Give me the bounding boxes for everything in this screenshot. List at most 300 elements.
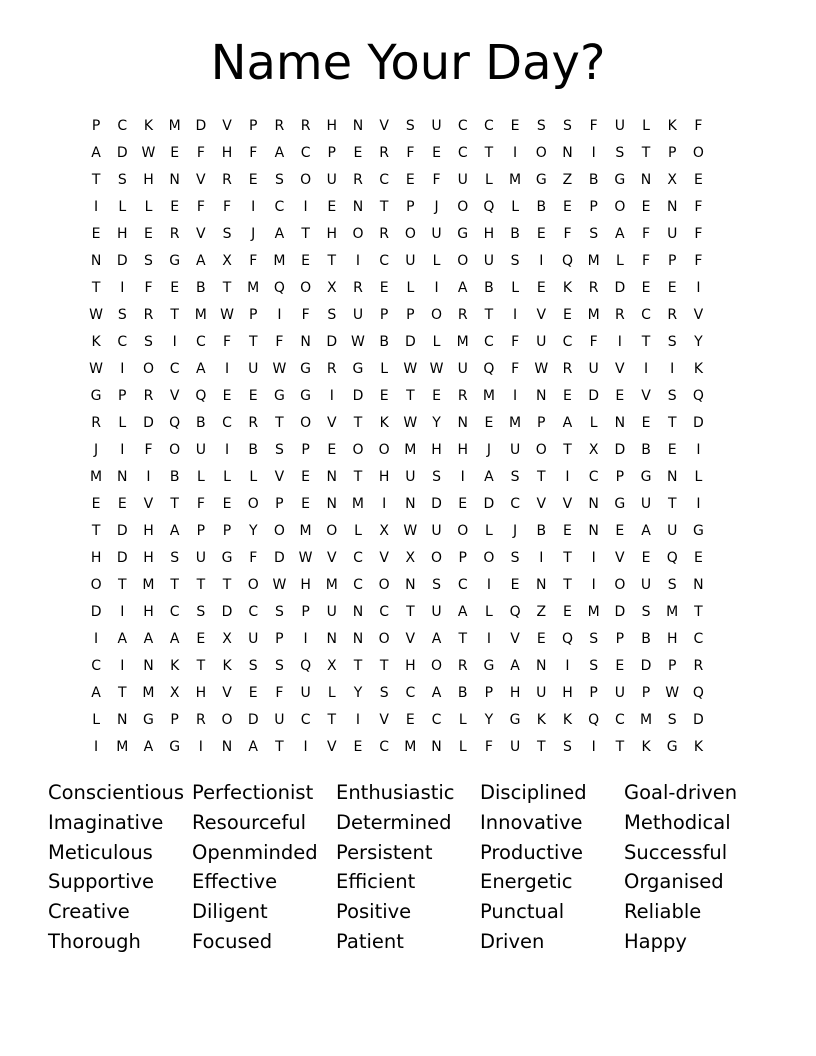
grid-letter: D xyxy=(431,495,442,512)
grid-letter: E xyxy=(91,495,101,512)
grid-letter: M xyxy=(325,576,338,593)
grid-letter: S xyxy=(510,252,520,269)
grid-letter: N xyxy=(117,711,128,728)
grid-letter: X xyxy=(326,279,337,296)
grid-letter: D xyxy=(640,657,652,674)
grid-letter: R xyxy=(300,117,311,134)
grid-letter: E xyxy=(301,468,311,485)
grid-letter: F xyxy=(301,306,310,323)
grid-letter: P xyxy=(275,495,284,512)
grid-row xyxy=(83,517,743,544)
grid-letter: T xyxy=(301,225,310,242)
grid-letter: E xyxy=(536,225,546,242)
grid-letter: D xyxy=(116,522,128,539)
grid-letter: G xyxy=(692,522,704,539)
grid-letter: D xyxy=(326,333,338,350)
grid-letter: T xyxy=(118,684,127,701)
grid-letter: T xyxy=(353,468,363,485)
grid-letter: O xyxy=(221,711,233,728)
grid-letter: I xyxy=(696,441,701,458)
grid-letter: H xyxy=(143,171,154,188)
grid-letter: L xyxy=(406,279,415,296)
grid-letter: N xyxy=(431,738,442,755)
grid-row xyxy=(83,436,743,463)
grid-letter: U xyxy=(667,522,678,539)
grid-letter: C xyxy=(405,684,416,701)
grid-letter: M xyxy=(142,576,155,593)
grid-letter: T xyxy=(353,657,363,674)
grid-letter: I xyxy=(224,441,230,458)
grid-letter: R xyxy=(222,171,232,188)
grid-letter: O xyxy=(90,576,102,593)
grid-letter: M xyxy=(587,603,600,620)
grid-letter: I xyxy=(277,306,282,323)
grid-letter: X xyxy=(379,522,389,539)
grid-letter: S xyxy=(117,171,127,188)
grid-letter: E xyxy=(117,495,127,512)
grid-letter: N xyxy=(666,468,678,485)
grid-letter: W xyxy=(665,684,680,701)
grid-letter: K xyxy=(170,657,180,674)
grid-letter: L xyxy=(92,711,100,728)
grid-letter: D xyxy=(483,495,495,512)
grid-letter: V xyxy=(615,549,625,566)
grid-letter: S xyxy=(274,171,284,188)
grid-letter: B xyxy=(196,414,206,431)
grid-letter: M xyxy=(116,738,129,755)
grid-letter: I xyxy=(198,738,203,755)
grid-row xyxy=(83,301,743,328)
grid-letter: E xyxy=(170,144,180,161)
word-list-item: Efficient xyxy=(336,870,416,894)
grid-row xyxy=(83,166,743,193)
grid-letter: A xyxy=(510,657,520,674)
grid-letter: D xyxy=(116,549,128,566)
grid-letter: D xyxy=(693,414,704,431)
grid-letter: X xyxy=(222,630,232,647)
grid-row xyxy=(83,679,743,706)
grid-letter: I xyxy=(94,198,99,215)
grid-letter: C xyxy=(562,333,573,350)
grid-letter: I xyxy=(303,630,308,647)
grid-letter: W xyxy=(272,360,287,377)
grid-letter: P xyxy=(118,387,127,404)
grid-letter: M xyxy=(142,684,155,701)
grid-letter: N xyxy=(457,414,468,431)
grid-letter: R xyxy=(614,306,625,323)
grid-row xyxy=(83,706,743,733)
grid-letter: U xyxy=(274,711,285,728)
grid-letter: L xyxy=(249,468,258,485)
grid-letter: R xyxy=(143,306,154,323)
grid-letter: E xyxy=(615,657,625,674)
grid-letter: F xyxy=(694,252,703,269)
grid-letter: O xyxy=(431,657,443,674)
grid-letter: O xyxy=(169,441,181,458)
grid-letter: U xyxy=(195,549,206,566)
grid-letter: R xyxy=(274,117,285,134)
grid-letter: P xyxy=(484,684,494,701)
grid-letter: N xyxy=(614,414,626,431)
grid-letter: Q xyxy=(588,711,600,728)
grid-letter: E xyxy=(353,738,363,755)
grid-letter: H xyxy=(509,684,521,701)
grid-letter: E xyxy=(667,279,677,296)
grid-letter: O xyxy=(378,441,390,458)
grid-letter: I xyxy=(120,441,125,458)
grid-letter: E xyxy=(301,495,311,512)
grid-letter: O xyxy=(247,576,259,593)
grid-letter: I xyxy=(94,630,99,647)
grid-letter: W xyxy=(220,306,234,323)
grid-letter: T xyxy=(458,630,467,647)
grid-letter: W xyxy=(403,522,418,539)
grid-letter: T xyxy=(327,711,337,728)
grid-letter: N xyxy=(536,576,547,593)
grid-letter: A xyxy=(169,630,180,647)
grid-letter: T xyxy=(222,576,232,593)
grid-letter: A xyxy=(457,603,468,620)
grid-letter: S xyxy=(144,333,153,350)
grid-letter: E xyxy=(667,441,677,458)
grid-letter: S xyxy=(510,549,520,566)
grid-letter: U xyxy=(326,603,337,620)
grid-letter: N xyxy=(352,603,364,620)
grid-letter: A xyxy=(143,630,154,647)
grid-letter: P xyxy=(327,144,336,161)
grid-letter: W xyxy=(429,360,444,377)
grid-letter: K xyxy=(667,117,677,134)
grid-letter: N xyxy=(562,144,573,161)
grid-letter: F xyxy=(196,144,205,161)
grid-letter: I xyxy=(172,333,177,350)
grid-letter: Q xyxy=(692,684,704,701)
word-list-item: Goal-driven xyxy=(624,781,738,804)
grid-letter: E xyxy=(510,576,520,593)
grid-letter: N xyxy=(326,495,338,512)
grid-row xyxy=(83,544,743,571)
grid-row xyxy=(83,193,743,220)
grid-letter: T xyxy=(537,468,546,485)
grid-letter: X xyxy=(588,441,599,458)
grid-letter: G xyxy=(352,360,364,377)
grid-letter: A xyxy=(248,738,258,755)
grid-letter: S xyxy=(667,711,677,728)
grid-letter: V xyxy=(405,630,416,647)
grid-letter: X xyxy=(405,549,416,566)
grid-letter: Q xyxy=(561,252,573,269)
grid-letter: T xyxy=(327,252,337,269)
grid-letter: N xyxy=(352,198,364,215)
grid-letter: H xyxy=(143,549,154,566)
grid-letter: I xyxy=(355,252,361,269)
grid-letter: M xyxy=(247,279,260,296)
grid-row xyxy=(83,598,743,625)
grid-letter: N xyxy=(536,657,547,674)
grid-letter: I xyxy=(565,657,570,674)
grid-letter: U xyxy=(405,468,416,485)
grid-letter: T xyxy=(275,414,284,431)
word-list-item: Perfectionist xyxy=(192,781,314,804)
grid-letter: S xyxy=(589,630,599,647)
grid-letter: R xyxy=(353,279,363,296)
grid-letter: I xyxy=(565,468,570,485)
grid-letter: I xyxy=(120,360,125,377)
grid-letter: E xyxy=(379,279,389,296)
grid-letter: K xyxy=(641,738,651,755)
grid-letter: R xyxy=(195,711,206,728)
grid-letter: R xyxy=(379,144,390,161)
grid-letter: V xyxy=(222,684,232,701)
grid-letter: P xyxy=(406,198,415,215)
grid-letter: P xyxy=(275,630,284,647)
word-list-item: Openminded xyxy=(192,840,318,864)
grid-letter: F xyxy=(642,225,651,242)
grid-letter: L xyxy=(118,198,127,215)
grid-letter: C xyxy=(353,576,363,593)
grid-letter: L xyxy=(589,414,598,431)
grid-row xyxy=(83,382,743,409)
word-list-item: Creative xyxy=(48,900,130,924)
grid-letter: P xyxy=(379,306,389,323)
grid-letter: W xyxy=(89,306,104,323)
grid-letter: H xyxy=(221,144,233,161)
grid-letter: N xyxy=(405,576,416,593)
grid-letter: B xyxy=(536,198,547,215)
grid-letter: L xyxy=(615,252,624,269)
grid-letter: P xyxy=(301,441,310,458)
grid-letter: V xyxy=(641,387,651,404)
grid-letter: E xyxy=(615,387,625,404)
grid-letter: Y xyxy=(353,684,363,701)
grid-row xyxy=(83,274,743,301)
grid-letter: D xyxy=(195,117,207,134)
grid-letter: L xyxy=(223,468,231,485)
grid-letter: S xyxy=(222,225,232,242)
grid-letter: K xyxy=(91,333,101,350)
grid-letter: O xyxy=(404,225,416,242)
grid-letter: O xyxy=(431,306,443,323)
grid-letter: H xyxy=(300,576,311,593)
grid-letter: P xyxy=(667,657,677,674)
grid-letter: D xyxy=(90,603,102,620)
grid-letter: U xyxy=(195,441,206,458)
grid-letter: S xyxy=(589,225,599,242)
grid-letter: K xyxy=(562,711,573,728)
grid-letter: C xyxy=(353,549,363,566)
grid-letter: N xyxy=(588,495,599,512)
grid-letter: I xyxy=(434,279,439,296)
grid-letter: M xyxy=(404,441,417,458)
grid-row xyxy=(83,112,743,139)
grid-letter: F xyxy=(249,144,258,161)
grid-letter: T xyxy=(615,738,625,755)
grid-letter: G xyxy=(666,738,678,755)
grid-letter: E xyxy=(536,630,546,647)
grid-letter: C xyxy=(117,333,128,350)
grid-letter: B xyxy=(379,333,389,350)
grid-letter: D xyxy=(352,387,364,404)
grid-letter: N xyxy=(143,657,154,674)
grid-letter: E xyxy=(563,522,572,539)
grid-letter: F xyxy=(694,198,703,215)
grid-letter: E xyxy=(432,387,441,404)
grid-letter: R xyxy=(457,306,468,323)
grid-letter: W xyxy=(403,414,418,431)
word-list-item: Imaginative xyxy=(48,810,164,834)
grid-letter: I xyxy=(303,738,308,755)
grid-letter: I xyxy=(591,576,596,593)
grid-letter: U xyxy=(405,252,416,269)
grid-letter: I xyxy=(670,360,675,377)
grid-letter: X xyxy=(222,252,232,269)
grid-letter: E xyxy=(196,630,206,647)
grid-letter: G xyxy=(273,387,285,404)
grid-letter: O xyxy=(142,360,154,377)
grid-letter: U xyxy=(326,171,337,188)
letter-grid xyxy=(83,112,743,760)
grid-letter: U xyxy=(352,306,364,323)
grid-letter: V xyxy=(379,117,389,134)
grid-letter: D xyxy=(247,711,259,728)
grid-letter: W xyxy=(272,576,287,593)
grid-letter: J xyxy=(251,225,256,242)
grid-letter: V xyxy=(169,387,180,404)
grid-letter: P xyxy=(537,414,546,431)
grid-letter: E xyxy=(170,198,180,215)
grid-letter: I xyxy=(120,279,125,296)
grid-letter: T xyxy=(118,576,127,593)
grid-letter: E xyxy=(458,495,468,512)
grid-letter: R xyxy=(91,414,101,431)
grid-letter: M xyxy=(639,711,653,728)
grid-letter: I xyxy=(513,387,518,404)
grid-letter: T xyxy=(91,171,101,188)
grid-letter: S xyxy=(615,144,625,161)
word-list-item: Persistent xyxy=(336,840,433,864)
grid-letter: W xyxy=(89,360,104,377)
grid-letter: E xyxy=(510,117,520,134)
word-list-item: Disciplined xyxy=(480,781,587,804)
grid-letter: N xyxy=(352,117,364,134)
grid-letter: S xyxy=(248,657,258,674)
grid-letter: A xyxy=(196,360,206,377)
grid-letter: G xyxy=(300,387,312,404)
grid-letter: B xyxy=(510,225,520,242)
grid-letter: G xyxy=(221,549,233,566)
grid-letter: V xyxy=(379,711,389,728)
grid-letter: T xyxy=(353,414,363,431)
grid-letter: E xyxy=(563,306,572,323)
grid-letter: O xyxy=(535,441,547,458)
grid-letter: G xyxy=(614,171,626,188)
grid-letter: S xyxy=(510,468,520,485)
grid-letter: T xyxy=(248,333,258,350)
grid-letter: P xyxy=(406,306,415,323)
grid-letter: I xyxy=(539,252,544,269)
grid-letter: S xyxy=(379,684,389,701)
grid-letter: C xyxy=(300,144,311,161)
grid-letter: P xyxy=(91,117,101,134)
grid-letter: L xyxy=(694,468,703,485)
grid-letter: I xyxy=(146,468,151,485)
grid-letter: B xyxy=(457,684,468,701)
grid-letter: P xyxy=(170,711,179,728)
grid-letter: G xyxy=(509,711,521,728)
grid-letter: D xyxy=(116,144,128,161)
grid-letter: I xyxy=(251,198,256,215)
grid-letter: T xyxy=(196,657,206,674)
grid-letter: M xyxy=(509,171,522,188)
grid-letter: N xyxy=(117,468,128,485)
grid-letter: N xyxy=(588,522,599,539)
grid-letter: L xyxy=(458,738,467,755)
grid-letter: M xyxy=(351,495,365,512)
word-list-item: Successful xyxy=(624,840,728,864)
grid-letter: P xyxy=(589,684,598,701)
grid-letter: M xyxy=(90,468,103,485)
grid-letter: U xyxy=(300,684,311,701)
grid-letter: O xyxy=(535,144,547,161)
grid-letter: A xyxy=(457,279,468,296)
grid-letter: V xyxy=(510,630,520,647)
grid-letter: D xyxy=(614,603,626,620)
page-title: Name Your Day? xyxy=(210,35,606,91)
grid-letter: G xyxy=(457,225,469,242)
grid-letter: F xyxy=(144,279,153,296)
grid-letter: N xyxy=(666,198,678,215)
grid-letter: R xyxy=(562,360,573,377)
grid-row xyxy=(83,355,743,382)
grid-letter: V xyxy=(196,171,206,188)
grid-letter: Z xyxy=(562,171,573,188)
grid-letter: B xyxy=(536,522,547,539)
grid-letter: Q xyxy=(195,387,207,404)
grid-letter: E xyxy=(222,495,232,512)
grid-letter: S xyxy=(536,117,546,134)
grid-letter: L xyxy=(485,171,493,188)
grid-letter: V xyxy=(379,549,389,566)
grid-letter: F xyxy=(484,738,493,755)
grid-letter: F xyxy=(511,360,520,377)
grid-letter: M xyxy=(194,306,207,323)
grid-letter: K xyxy=(143,117,154,134)
grid-letter: B xyxy=(641,630,651,647)
grid-letter: I xyxy=(382,495,387,512)
grid-letter: K xyxy=(536,711,546,728)
grid-letter: I xyxy=(539,549,544,566)
grid-letter: H xyxy=(117,225,128,242)
grid-letter: C xyxy=(379,252,390,269)
grid-letter: A xyxy=(431,630,442,647)
grid-letter: T xyxy=(484,144,494,161)
grid-letter: C xyxy=(117,117,128,134)
grid-letter: N xyxy=(326,468,338,485)
grid-letter: D xyxy=(221,603,233,620)
grid-letter: T xyxy=(170,576,179,593)
grid-letter: W xyxy=(141,144,156,161)
grid-letter: A xyxy=(143,738,154,755)
grid-letter: T xyxy=(379,657,389,674)
grid-letter: A xyxy=(169,522,180,539)
grid-letter: B xyxy=(588,171,599,188)
grid-letter: S xyxy=(196,603,206,620)
grid-letter: L xyxy=(511,198,519,215)
word-list-item: Methodical xyxy=(624,810,731,834)
grid-letter: S xyxy=(589,657,599,674)
grid-letter: S xyxy=(563,117,572,134)
grid-letter: N xyxy=(693,576,704,593)
